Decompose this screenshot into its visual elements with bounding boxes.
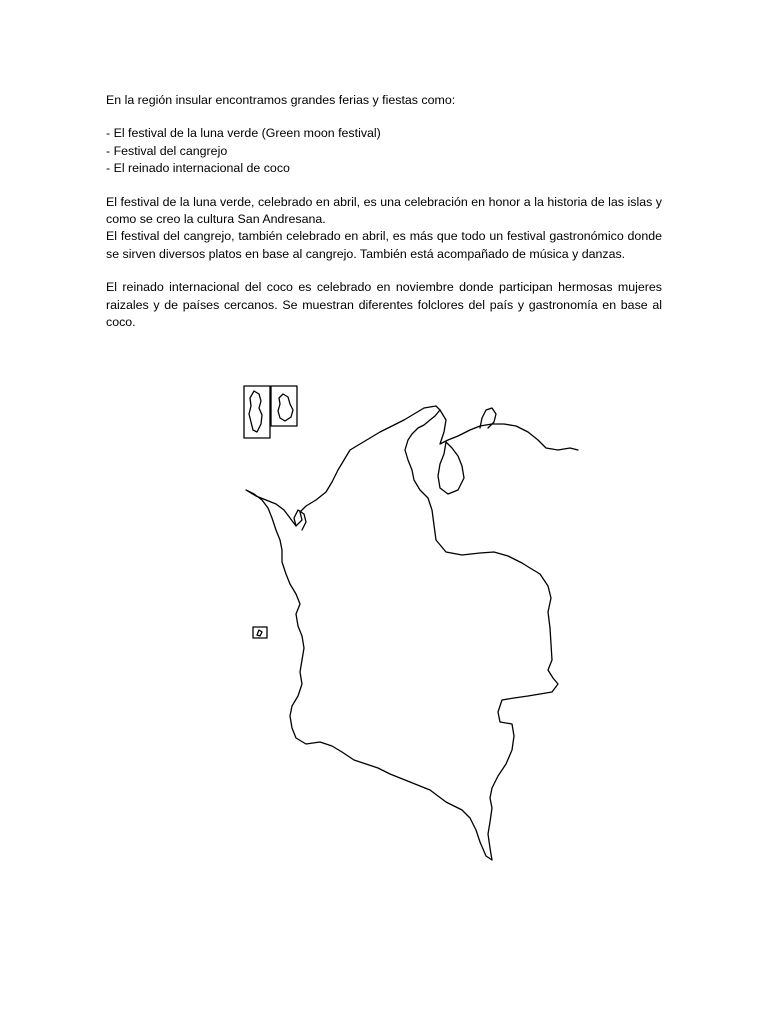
paragraph-luna-verde: El festival de la luna verde, celebrado en abril, es una celebración en honor a la historia de las islas y como se creo la cultura San Andresana. <box>106 194 662 227</box>
venezuela-border-line <box>440 410 578 450</box>
map-svg <box>240 380 585 870</box>
colombia-outline-map <box>240 380 585 870</box>
document-body <box>106 92 662 347</box>
list-item: - Festival del cangrejo <box>106 143 228 158</box>
paragraph-coco: El reinado internacional del coco es celebrado en noviembre donde participan hermosas mujeres raizales y de países cercanos. Se muestran diferentes folclores del país y gastronomía en base al coco. <box>106 280 662 330</box>
list-item: - El reinado internacional de coco <box>106 161 290 176</box>
lake-maracaibo <box>438 442 464 494</box>
festival-list <box>106 125 662 177</box>
colombia-mainland <box>246 406 558 860</box>
intro-text: En la región insular encontramos grandes ferias y fiestas como: <box>106 93 456 107</box>
paragraph-cangrejo: El festival del cangrejo, también celebrado en abril, es más que todo un festival gastronómico donde se sirven diversos platos en base al cangrejo. También está acompañado de música y danzas. <box>106 229 662 261</box>
list-item: - El festival de la luna verde (Green moon festival) <box>106 126 381 141</box>
